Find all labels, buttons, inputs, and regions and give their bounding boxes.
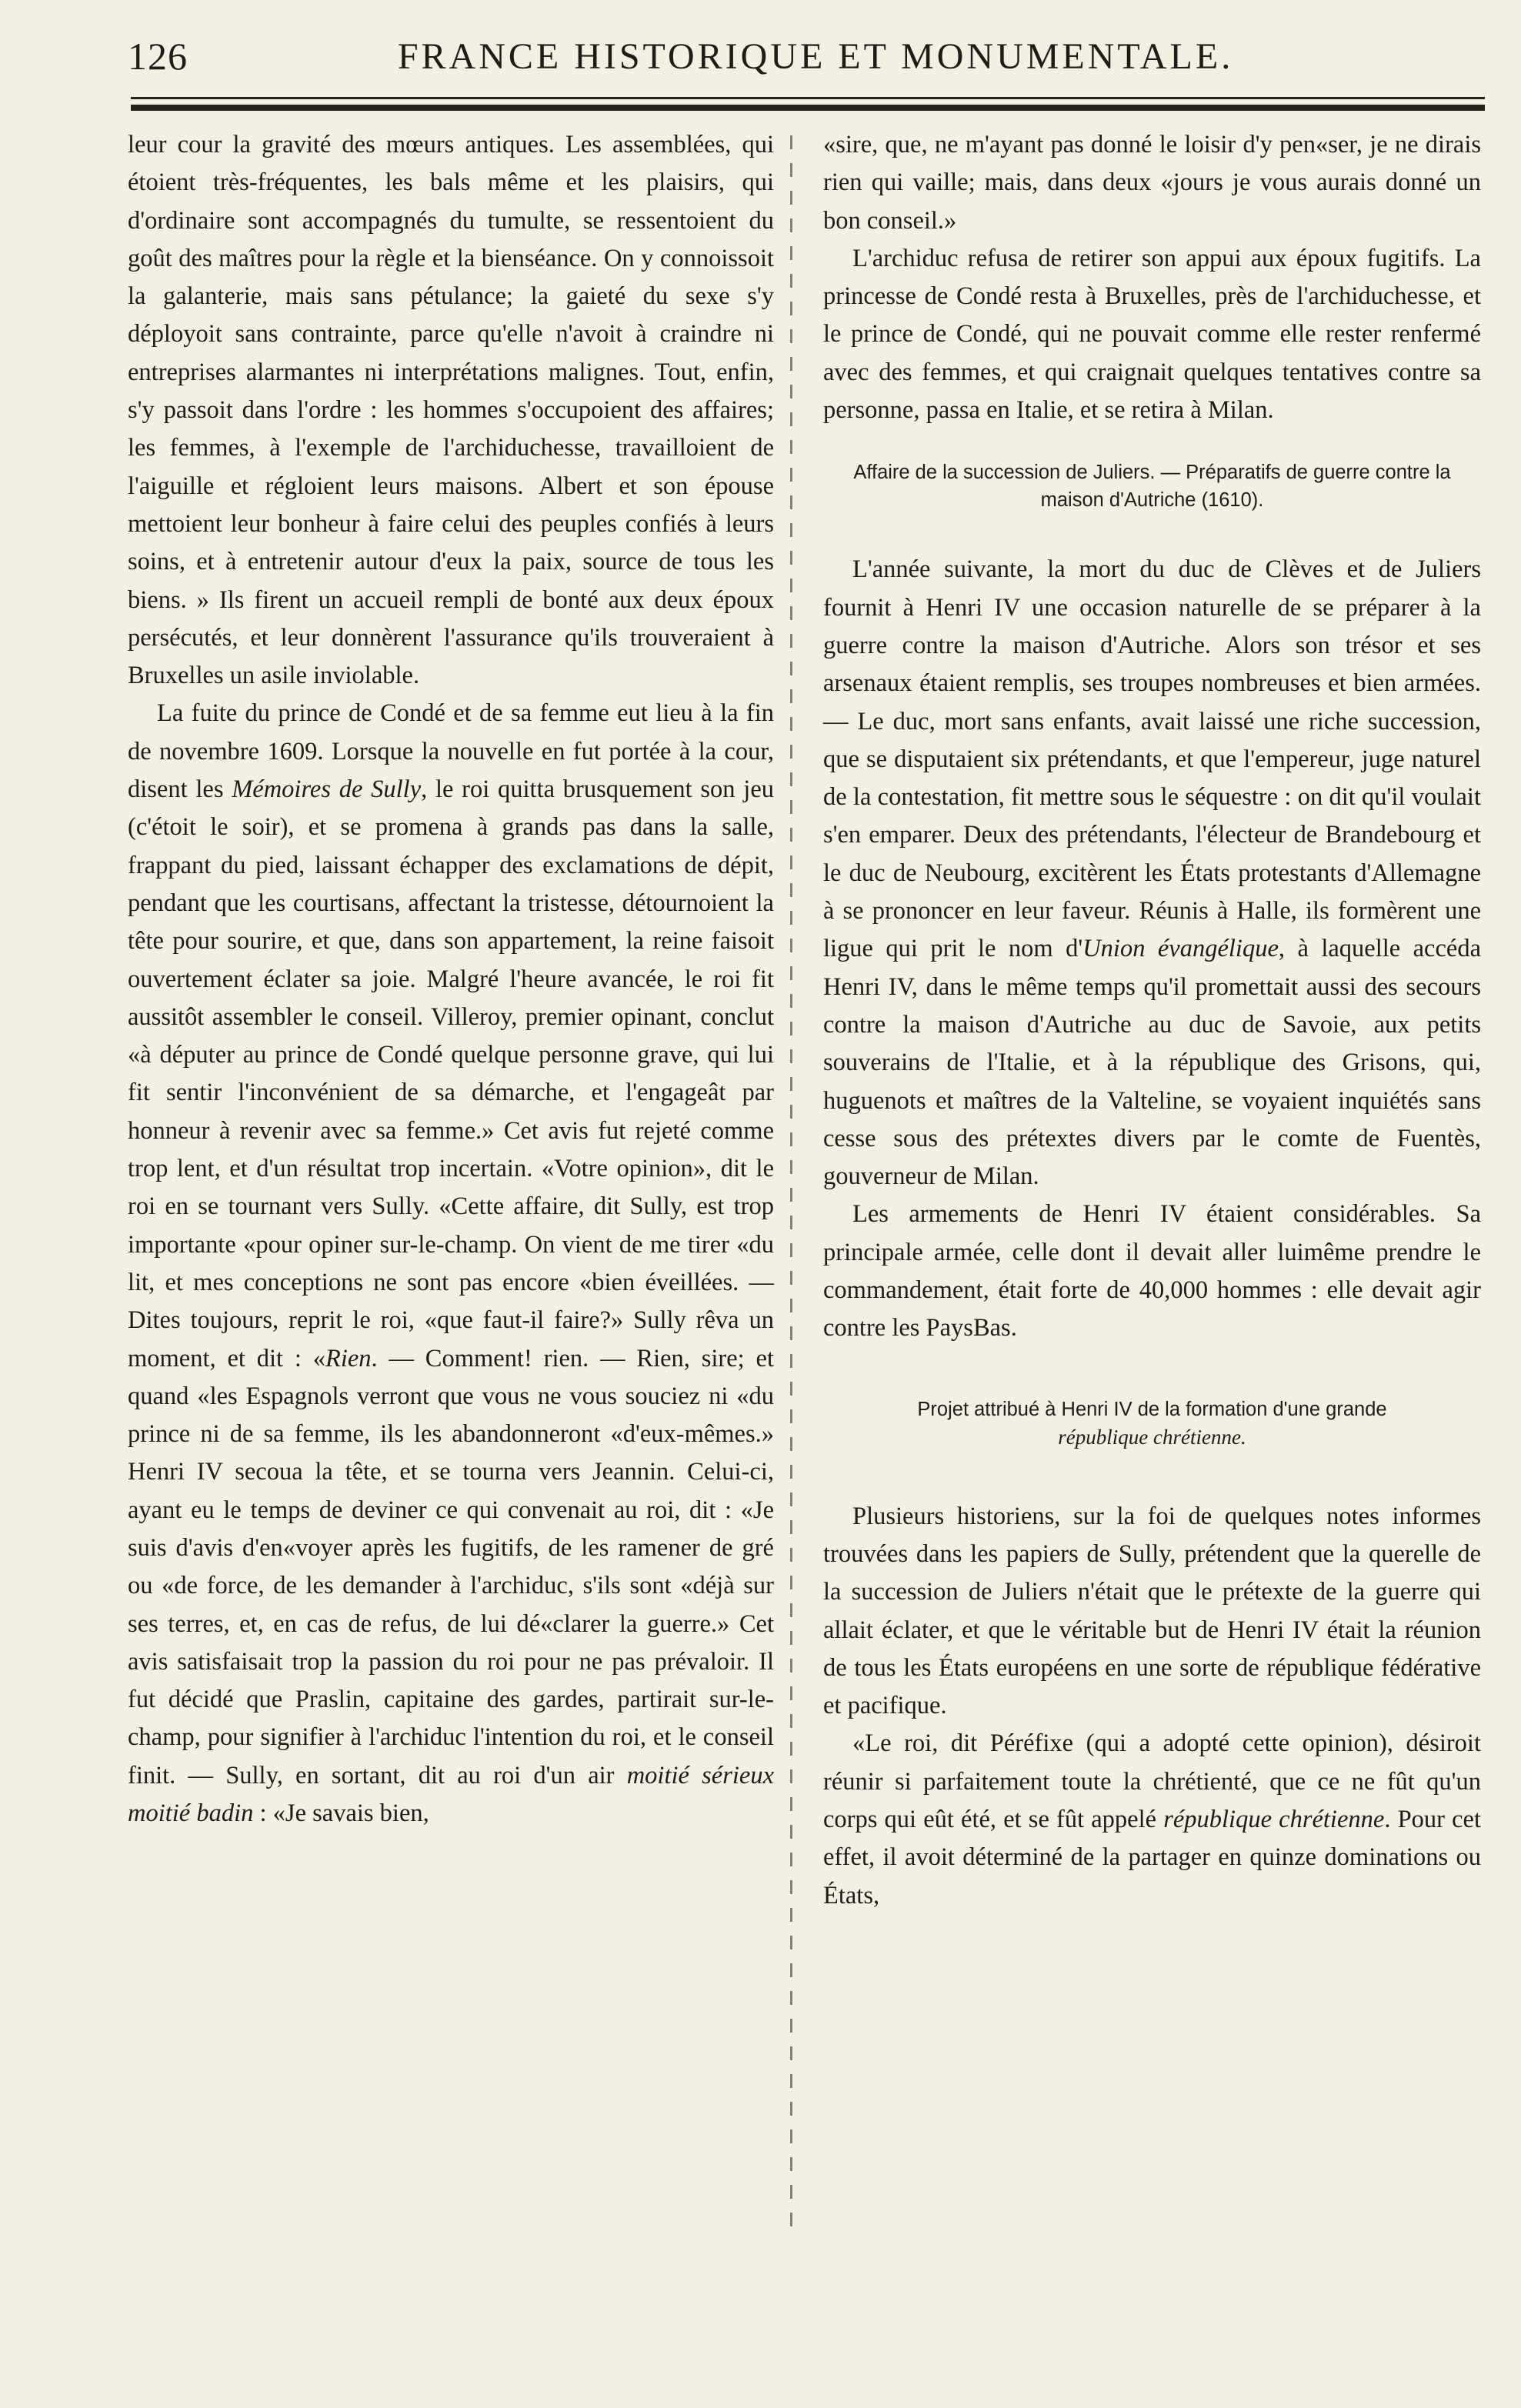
italic-title: république chrétienne (1163, 1805, 1385, 1833)
column-divider (790, 135, 792, 2228)
text-run: : «Je savais bien, (253, 1799, 429, 1828)
italic-phrase: moitié sérieux moitié badin (128, 1761, 774, 1828)
text-run: L'année suivante, la mort du duc de Clèves et de Juliers fournit à Henri IV une occasion naturelle de se préparer à la guerre contre la maison d'Autriche. Alors son trésor et ses arsenaux étaient remplis, ses troupes nombreuses et bien armées. — Le duc, mort sans enfants, avait laissé une riche succession, que se disputaient six prétendants, et que l'empereur, juge naturel de la contestation, fit mettre sous le séquestre : on dit qu'il voulait s'en emparer. Deux des prétendants, l'électeur de Brandebourg et le duc de Neubourg, excitèrent les États protestants d'Allemagne à se prononcer en leur faveur. Réunis à Halle, ils formèrent une ligue qui prit le nom d' (823, 555, 1481, 963)
paragraph: Plusieurs historiens, sur la foi de quelques notes informes trouvées dans les papiers de Sully, prétendent que la querelle de la succession de Juliers n'était que le prétexte de la guerre qui allait éclater, et que le véritable but de Henri IV était la réunion de tous les États européens en une sorte de république fédérative et pacifique. (823, 1502, 1481, 1720)
paragraph: leur cour la gravité des mœurs antiques. Les assemblées, qui étoient très-fréquentes, les bals même et les plaisirs, qui d'ordinaire sont accompagnés du tumulte, se ressentoient du goût des maîtres pour la règle et la bienséance. On y connoissoit la galanterie, mais sans pétulance; la gaieté du sexe s'y déployoit sans contrainte, parce qu'elle n'avoit à craindre ni entreprises alarmantes ni interprétations malignes. Tout, enfin, s'y passoit dans l'ordre : les hommes s'occupoient des affaires; les femmes, à l'exemple de l'archiduchesse, travailloient de l'aiguille et régloient leurs maisons. Albert et son épouse mettoient leur bonheur à faire celui des peuples confiés à leurs soins, et à entretenir autour d'eux la paix, source de tous les biens. » Ils firent un accueil rempli de bonté aux deux époux persécutés, et leur donnèrent l'assurance qu'ils trouveraient à Bruxelles un asile inviolable. (128, 131, 774, 690)
text-run: . Pour cet effet, il avoit déterminé de la partager en quinze dominations ou États, (823, 1805, 1481, 1909)
paragraph: «sire, que, ne m'ayant pas donné le loisir d'y pen«ser, je ne dirais rien qui vaille; mais, dans deux «jours je vous aurais donné un bon conseil.» (823, 131, 1481, 235)
italic-title: république chrétienne. (1058, 1425, 1246, 1449)
section-heading: Affaire de la succession de Juliers. — Préparatifs de guerre contre la maison d'Autriche (1610). (853, 462, 1451, 512)
left-column (128, 126, 774, 1833)
header-rule-thin (131, 97, 1485, 99)
running-title: FRANCE HISTORIQUE ET MONUMENTALE. (397, 36, 1234, 77)
italic-title: Union évangélique (1082, 935, 1279, 963)
paragraph (823, 551, 1481, 1196)
section-heading-line: Projet attribué à Henri IV de la formation d'une grande (917, 1398, 1387, 1420)
text-run: . — Comment! rien. — Rien, sire; et quand «les Espagnols verront que vous ne vous souciez ni «du prince ni de sa femme, ils les abandonneront «d'eux-mêmes.» Henri IV secoua la tête, et se tourna vers Jeannin. Celui-ci, ayant eu le temps de deviner ce qui convenait au roi, dit : «Je suis d'avis d'en«voyer après les fugitifs, de les ramener de gré ou «de force, de les demander à l'archiduc, s'ils sont «déjà sur ses terres, et, en cas de refus, de lui dé«clarer la guerre.» Cet avis satisfaisait trop la passion du roi pour ne pas prévaloir. Il fut décidé que Praslin, capitaine des gardes, partirait sur-le-champ, pour signifier à l'archiduc l'intention du roi, et le conseil finit. — Sully, en sortant, dit au roi d'un air (128, 1344, 774, 1789)
text-run: «Le roi, dit Péréfixe (qui a adopté cette opinion), désiroit réunir si parfaitement toute la chrétienté, que ce ne fût qu'un corps qui eût été, et se fût appelé (823, 1729, 1481, 1833)
paragraph (823, 1725, 1481, 1914)
italic-word: Rien (325, 1344, 372, 1372)
paragraph: Les armements de Henri IV étaient considérables. Sa principale armée, celle dont il devait aller luimême prendre le commandement, était forte de 40,000 hommes : elle devait agir contre les PaysBas. (823, 1200, 1481, 1342)
page-number: 126 (128, 35, 188, 78)
right-column (823, 126, 1481, 1915)
header-rule-thick (131, 105, 1485, 111)
paragraph (128, 695, 774, 1833)
section-heading-line (823, 1423, 1481, 1452)
text-run: , à laquelle accéda Henri IV, dans le même temps qu'il promettait aussi des secours contre la maison d'Autriche au duc de Savoie, aux petits souverains de l'Italie, et à la république des Grisons, qui, huguenots et maîtres de la Valteline, se voyaient inquiétés sans cesse sous des prétextes divers par le comte de Fuentès, gouverneur de Milan. (823, 935, 1481, 1191)
italic-title: Mémoires de Sully (232, 775, 422, 804)
text-run: La fuite du prince de Condé et de sa femme eut lieu à la fin de novembre 1609. Lorsque la nouvelle en fut portée à la cour, disent les (128, 699, 774, 804)
section-heading (823, 1396, 1481, 1452)
text-run: , le roi quitta brusquement son jeu (c'étoit le soir), et se promena à grands pas dans la salle, frappant du pied, laissant échapper des exclamations de dépit, pendant que les courtisans, affectant la tristesse, détournoient la tête pour sourire, et que, dans son appartement, la reine faisoit ouvertement éclater sa joie. Malgré l'heure avancée, le roi fit aussitôt assembler le conseil. Villeroy, premier opinant, conclut «à députer au prince de Condé quelque personne grave, qui lui fit sentir l'inconvénient de sa démarche, et l'engageât par honneur à revenir avec sa femme.» Cet avis fut rejeté comme trop lent, et d'un résultat trop incertain. «Votre opinion», dit le roi en se tournant vers Sully. «Cette affaire, dit Sully, est trop importante «pour opiner sur-le-champ. On vient de me tirer «du lit, et mes conceptions ne sont pas encore «bien éveillées. — Dites toujours, reprit le roi, «que faut-il faire?» Sully rêva un moment, et dit : « (128, 775, 774, 1372)
paragraph: L'archiduc refusa de retirer son appui aux époux fugitifs. La princesse de Condé resta à Bruxelles, près de l'archiduchesse, et le prince de Condé, qui ne pouvait comme elle rester renfermé avec des femmes, et qui craignait quelques tentatives contre sa personne, passa en Italie, et se retira à Milan. (823, 244, 1481, 425)
